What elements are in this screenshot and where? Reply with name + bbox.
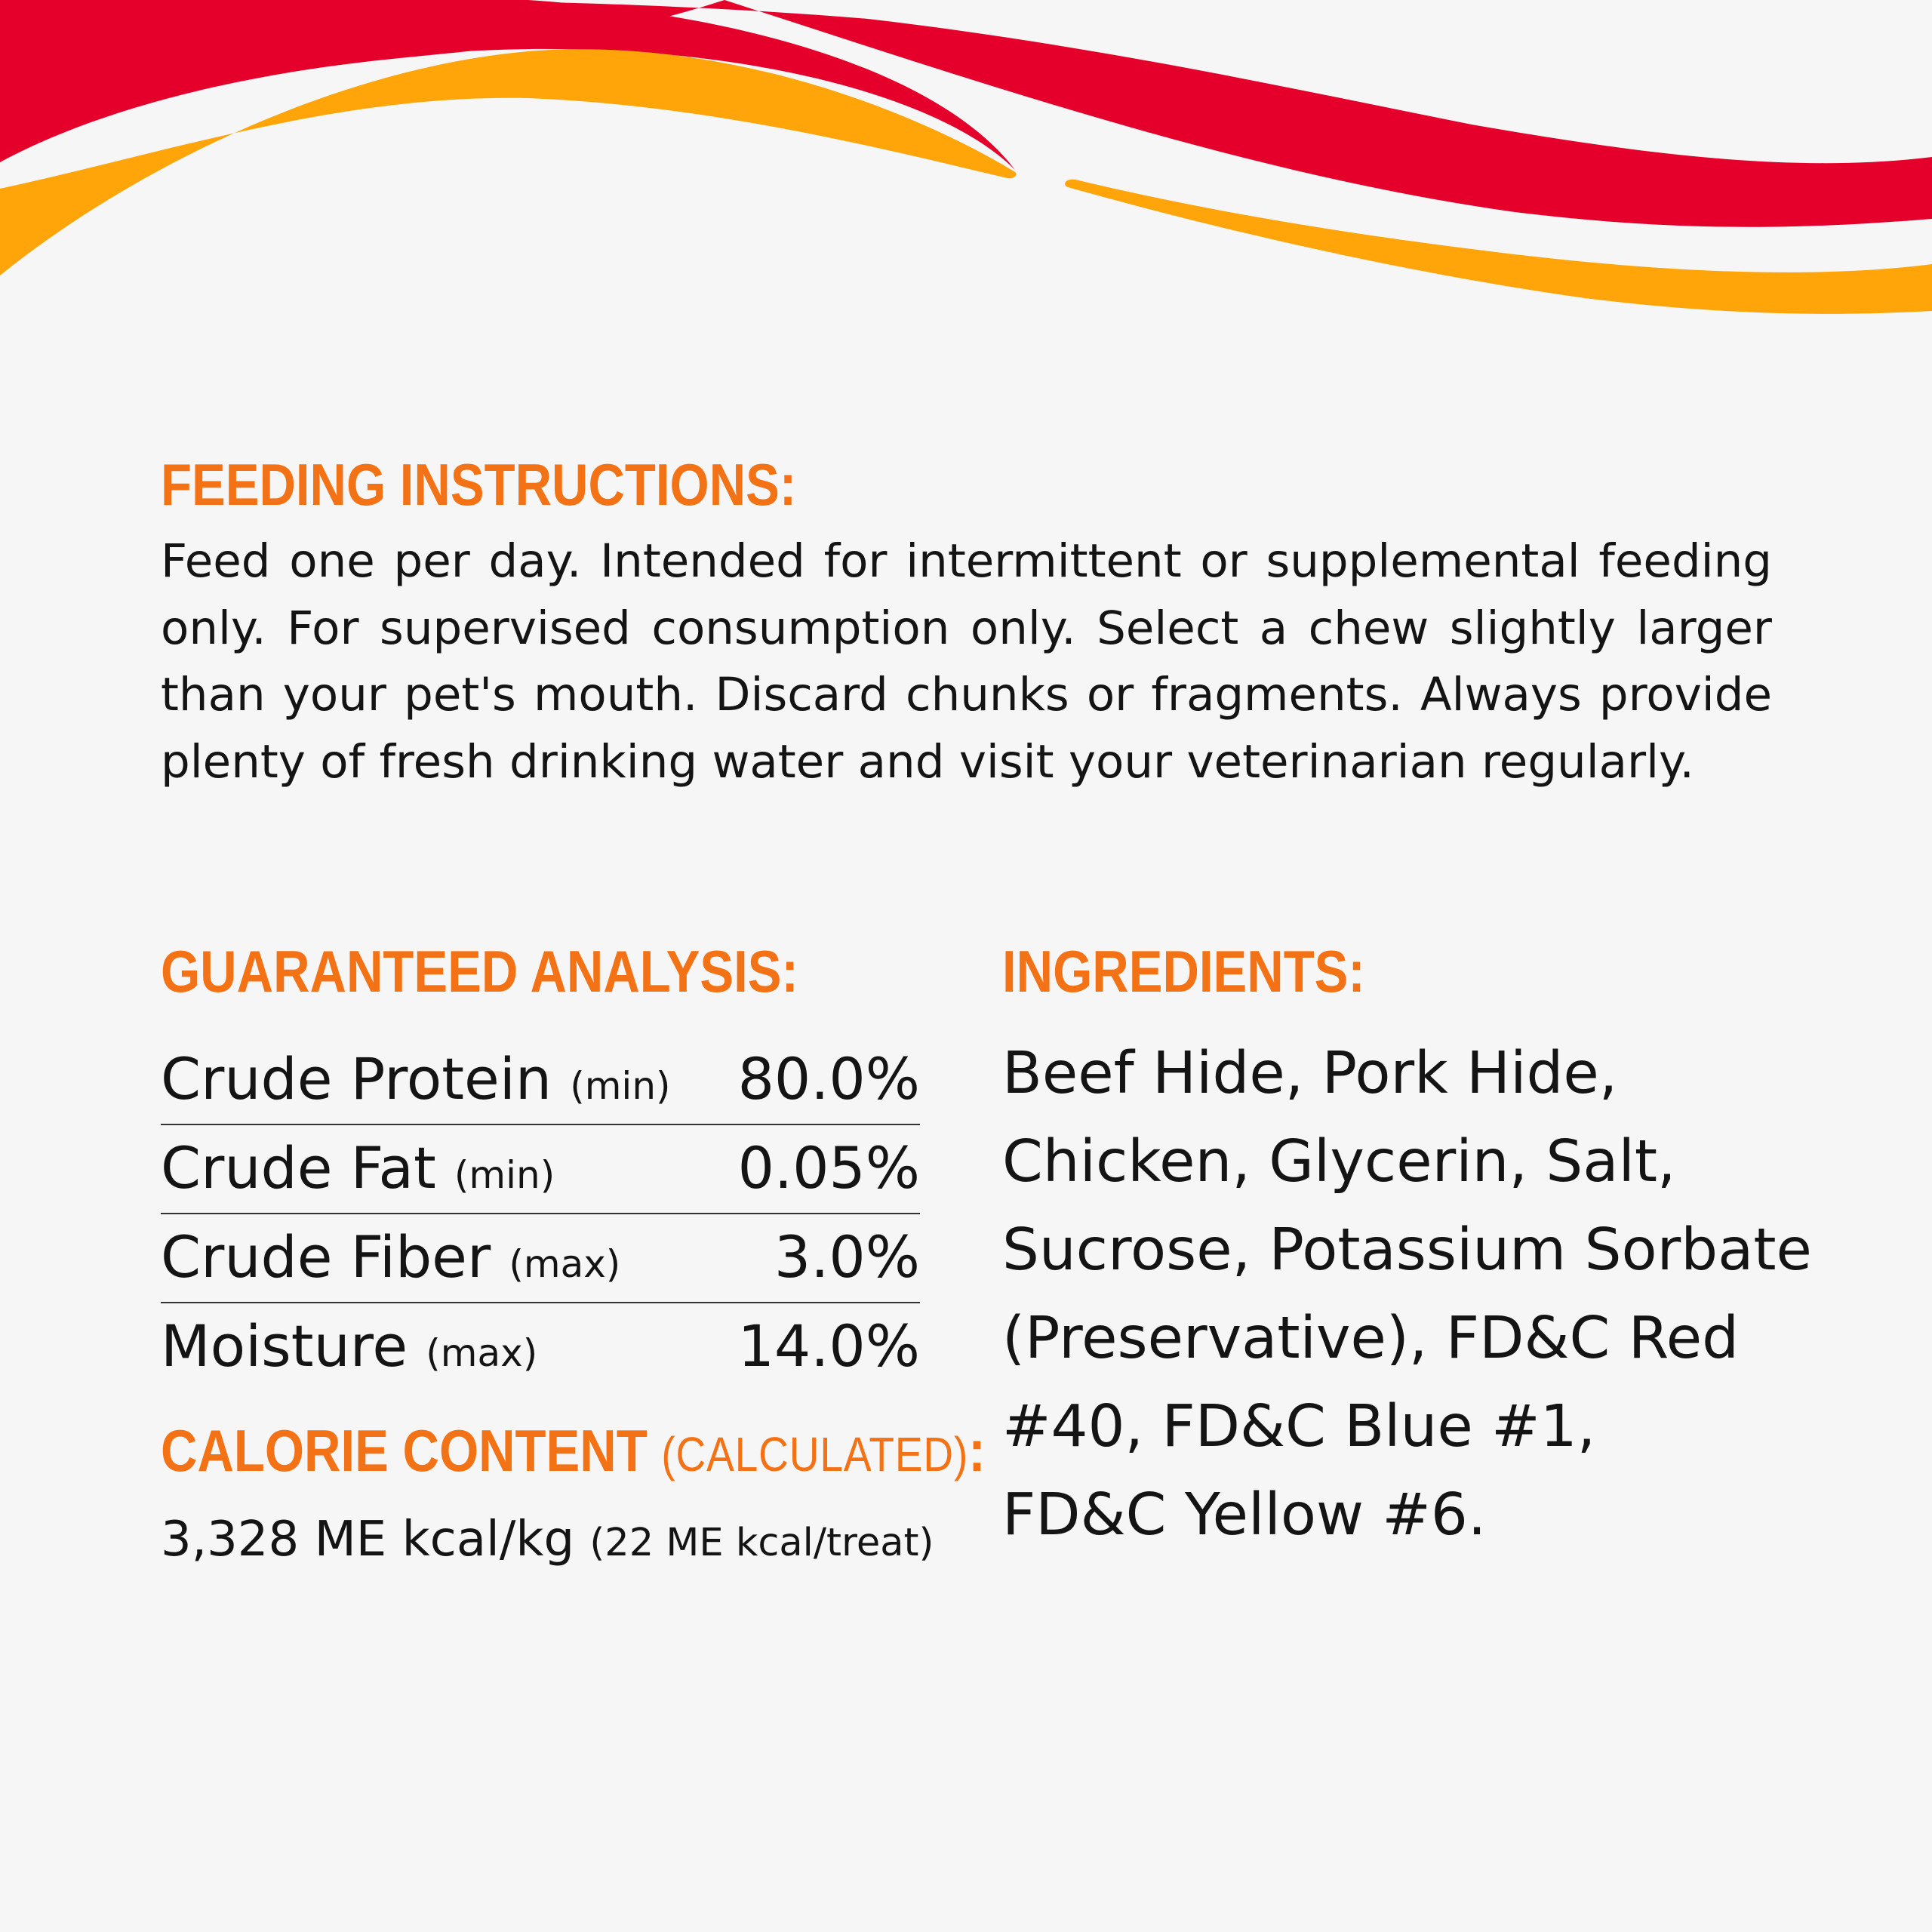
calorie-heading-qualifier: (CALCULATED) — [661, 1427, 969, 1481]
table-row — [161, 1214, 920, 1303]
calorie-heading-text: CALORIE CONTENT — [161, 1417, 648, 1484]
nutrient-value: 14.0% — [737, 1312, 920, 1380]
nutrient-name — [161, 1134, 555, 1201]
ingredients-line: Sucrose, Potassium Sorbate — [1002, 1217, 1812, 1284]
nutrient-qualifier: (max) — [509, 1242, 621, 1286]
nutrient-qualifier: (min) — [570, 1064, 671, 1108]
table-row — [161, 1125, 920, 1214]
calorie-per-kg: 3,328 ME kcal/kg — [161, 1512, 575, 1567]
nutrient-name — [161, 1312, 537, 1380]
feeding-heading-text: FEEDING INSTRUCTIONS: — [161, 451, 797, 518]
nutrient-qualifier: (max) — [426, 1331, 538, 1375]
nutrient-label: Crude Fat — [161, 1134, 436, 1201]
ingredients-line: (Preservative), FD&C Red — [1002, 1305, 1740, 1372]
ingredients-heading-text: INGREDIENTS: — [1002, 938, 1365, 1004]
ingredients-line: Chicken, Glycerin, Salt, — [1002, 1128, 1676, 1195]
nutrient-label: Moisture — [161, 1312, 408, 1380]
nutrient-value: 3.0% — [774, 1223, 920, 1291]
table-row — [161, 1303, 920, 1391]
ingredients-line: #40, FD&C Blue #1, — [1002, 1393, 1596, 1460]
nutrient-name — [161, 1223, 620, 1291]
ingredients-line: Beef Hide, Pork Hide, — [1002, 1040, 1618, 1107]
feeding-instructions-heading — [161, 451, 797, 518]
analysis-heading-text: GUARANTEED ANALYSIS: — [161, 938, 798, 1004]
guaranteed-analysis-heading — [161, 938, 798, 1004]
nutrient-label: Crude Protein — [161, 1045, 552, 1112]
decorative-wave-banner — [0, 0, 1932, 325]
table-row — [161, 1036, 920, 1125]
ingredients-list — [1002, 1029, 1817, 1559]
calorie-per-treat: (22 ME kcal/treat) — [589, 1521, 934, 1565]
nutrient-label: Crude Fiber — [161, 1223, 491, 1291]
feeding-instructions-text: Feed one per day. Intended for intermittent or supplemental feeding only. For supervised consumption only. Select a chew slightly larger than your pet's mouth. Discard chunks or fragments. Always provide plenty of fresh drinking water and visit your veterinarian regularly. — [161, 534, 1772, 789]
nutrient-value: 0.05% — [737, 1134, 920, 1201]
nutrient-name — [161, 1045, 671, 1112]
calorie-content-heading — [161, 1417, 986, 1484]
nutrient-value: 80.0% — [737, 1045, 920, 1112]
guaranteed-analysis-table — [161, 1036, 920, 1391]
ingredients-line: FD&C Yellow #6. — [1002, 1481, 1487, 1549]
calorie-content-value — [161, 1512, 934, 1567]
calorie-heading-colon: : — [968, 1417, 986, 1484]
ingredients-heading — [1002, 938, 1365, 1004]
nutrient-qualifier: (min) — [454, 1153, 555, 1197]
